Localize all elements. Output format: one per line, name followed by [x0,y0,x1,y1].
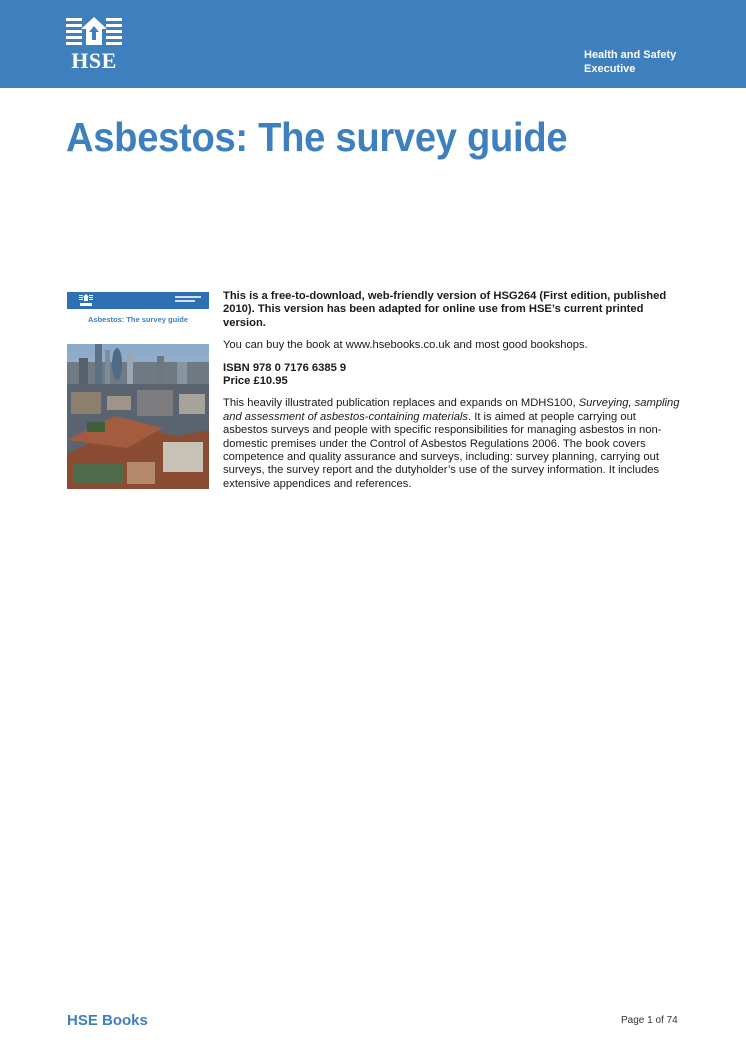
page-number: Page 1 of 74 [621,1015,678,1026]
description-part2: . It is aimed at people carrying out asbestos surveys and people with specific responsibilities for managing asbestos in non-domestic premises under the Control of Asbestos Regulations 2006. The book covers competence and quality assurance and surveys, including: survey planning, carrying out surveys, the survey report and the dutyholder’s use of the survey information. It includes extensive appendices and references. [223,410,662,490]
web-version-notice: This is a free-to-download, web-friendly version of HSG264 (First edition, published 2010). This version has been adapted for online use from HSE’s current printed version. [223,290,667,329]
price: Price £10.95 [223,375,288,388]
organisation-name-line2: Executive [584,63,636,75]
footer-publisher: HSE Books [67,1012,148,1029]
isbn-price-block [223,362,681,389]
hse-logo-text: HSE [71,48,117,73]
cover-header-strip [67,292,209,309]
publication-description [223,397,681,491]
description-part1: This heavily illustrated publication replaces and expands on MDHS100, [223,397,579,410]
buy-book-line: You can buy the book at www.hsebooks.co.uk and most good bookshops. [223,339,588,352]
document-title: Asbestos: The survey guide [66,114,568,160]
isbn: ISBN 978 0 7176 6385 9 [223,361,347,374]
cover-org-mark [175,296,201,298]
description-italic-title: Surveying, sampling and assessment of asbestos-containing materials [223,397,680,423]
cover-title: Asbestos: The survey guide [87,315,189,324]
intro-text [223,290,681,500]
organisation-name [584,48,676,76]
cover-thumbnail [67,292,209,489]
header-banner [0,0,746,88]
cover-org-mark-2 [175,300,195,302]
organisation-name-line1: Health and Safety [584,49,677,61]
hse-logo[interactable] [66,16,122,72]
hse-emblem-icon [66,16,122,50]
cover-hse-logo-icon [79,294,93,307]
cover-city-photo [67,344,209,489]
